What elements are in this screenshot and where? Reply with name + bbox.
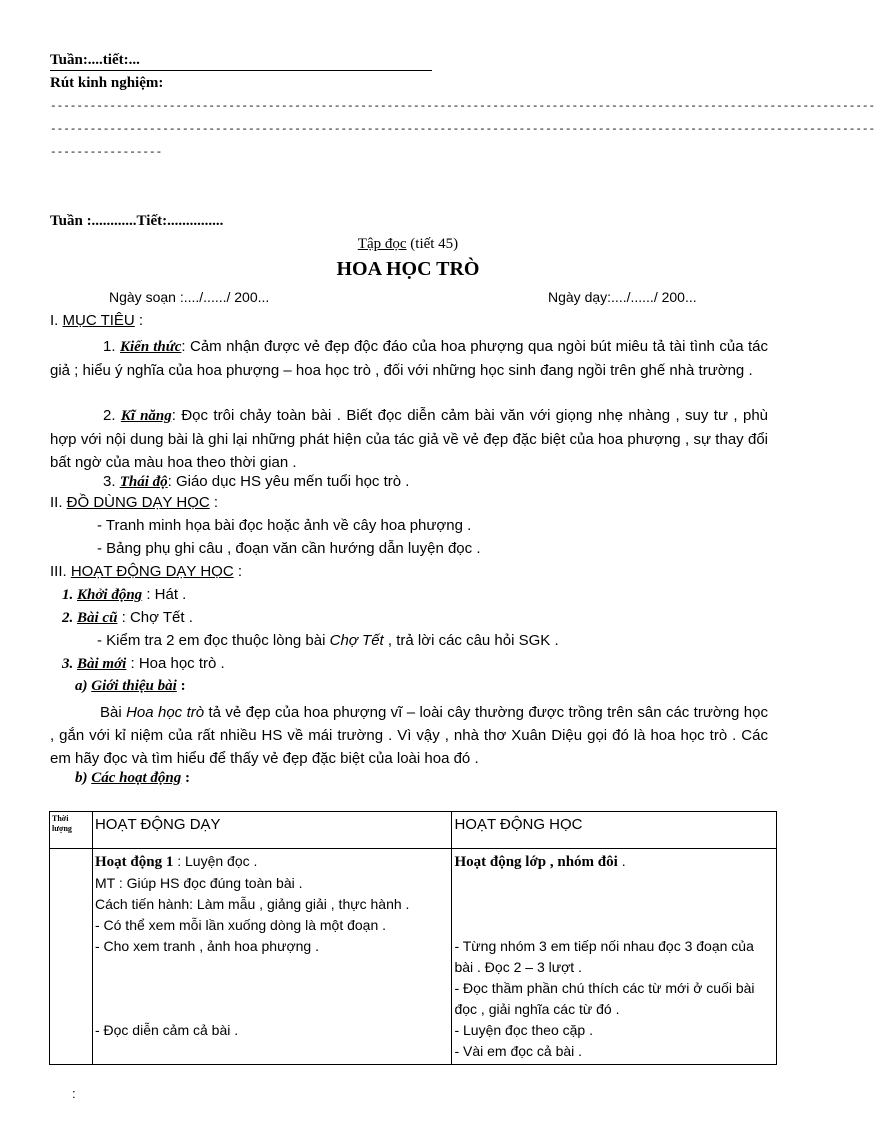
bai-cu-label: Bài cũ	[77, 610, 118, 626]
ki-nang-num: 2.	[103, 407, 121, 424]
section-2-suffix: :	[209, 494, 219, 511]
bai-moi-label: Bài mới	[77, 656, 127, 672]
section-1-suffix: :	[134, 312, 144, 329]
kien-thuc-num: 1.	[103, 338, 120, 355]
thoi-luong-cell	[50, 849, 93, 1065]
tuan-tiet-top-text: Tuần:....tiết:...	[50, 52, 140, 68]
bai-cu-item-b: , trả lời các câu hỏi SGK .	[383, 632, 559, 649]
hoat-dong-hoc-cell	[452, 849, 777, 1065]
gioi-thieu-label: Giới thiệu bài	[91, 678, 177, 694]
section-3-title: HOẠT ĐỘNG DẠY HỌC	[70, 563, 234, 580]
dash-line-3: -----------------	[50, 147, 163, 159]
hoat-dong-1-label: Hoạt động 1	[94, 854, 174, 870]
gioi-thieu-prefix: a)	[75, 678, 92, 694]
header-thoi-luong: Thời lượng	[50, 812, 93, 849]
section-1-heading	[50, 312, 143, 329]
thai-do-num: 3.	[103, 473, 120, 490]
ki-nang-label: Kĩ năng	[120, 408, 172, 424]
rut-kinh-nghiem: Rút kinh nghiệm:	[50, 75, 164, 91]
kien-thuc-paragraph	[50, 335, 768, 382]
muc-tieu-line: MT : Giúp HS đọc đúng toàn bài .	[94, 875, 303, 891]
header-hoat-dong-hoc: HOẠT ĐỘNG HỌC	[452, 812, 777, 849]
hoc-heading: Hoạt động lớp , nhóm đôi	[454, 854, 618, 870]
section-2-prefix: II.	[50, 494, 67, 511]
header-underline	[50, 70, 432, 71]
day-item-2: - Cho xem tranh , ảnh hoa phượng .	[94, 938, 319, 954]
hoc-item-2: - Đọc thầm phần chú thích các từ mới ở cuối bài đọc , giải nghĩa các từ đó .	[454, 980, 755, 1017]
hoc-item-4: - Vài em đọc cả bài .	[454, 1043, 583, 1059]
lesson-title: HOA HỌC TRÒ	[336, 258, 480, 280]
khoi-dong-num: 1.	[62, 587, 77, 603]
dash-line-2: -----------------------------------------------------------------------------------------------------------------------------	[50, 124, 875, 136]
hoat-dong-1-text: : Luyện đọc .	[173, 853, 258, 869]
gioi-thieu-ital: Hoa học trò	[126, 704, 205, 721]
tuan-tiet-top	[50, 52, 140, 69]
cac-hoat-dong-heading	[75, 770, 190, 787]
gioi-thieu-b: tả vẻ đẹp của hoa phượng vĩ – loài cây thường được trồng trên sân các trường học , gắn với kỉ niệm của rất nhiều HS về mái trường . Vì vậy , nhà thơ Xuân Diệu gọi đó là hoa học trò . Các em hãy đọc và tìm hiểu để thấy vẻ đẹp đặc biệt của loài hoa đó .	[50, 704, 768, 767]
header-hoat-dong-day: HOẠT ĐỘNG DẠY	[92, 812, 451, 849]
ngay-day: Ngày dạy:..../....../ 200...	[548, 289, 697, 305]
section-3-heading	[50, 563, 242, 580]
lesson-period: (tiết 45)	[410, 236, 459, 252]
bai-cu-item	[97, 632, 559, 649]
gioi-thieu-paragraph	[50, 701, 768, 770]
activity-table	[49, 811, 777, 1065]
kien-thuc-text: : Cảm nhận được vẻ đẹp độc đáo của hoa phượng qua ngòi bút miêu tả tài tình của tác giả ; hiểu ý nghĩa của hoa phượng – hoa học trò , đối với những học sinh đang ngồi trên ghế nhà trường .	[50, 338, 769, 379]
hoc-item-3: - Luyện đọc theo cặp .	[454, 1022, 593, 1038]
cac-hoat-dong-prefix: b)	[75, 770, 92, 786]
ki-nang-text: : Đọc trôi chảy toàn bài . Biết đọc diễn cảm bài văn với giọng nhẹ nhàng , suy tư , phù hợp với nội dung bài là ghi lại những phát hiện của tác giả về vẻ đẹp đặc biệt của hoa phượng , sự thay đổi bất ngờ của màu hoa theo thời gian .	[50, 407, 769, 471]
gioi-thieu-a: Bài	[100, 704, 127, 721]
bai-moi-num: 3.	[62, 656, 77, 672]
section-1-title: MỤC TIÊU	[62, 312, 135, 329]
section-2-heading	[50, 494, 218, 511]
ki-nang-paragraph	[50, 404, 768, 474]
bai-cu-text: : Chợ Tết .	[117, 609, 193, 626]
thai-do-paragraph	[50, 470, 768, 494]
khoi-dong-text: : Hát .	[142, 586, 187, 603]
do-dung-item-1: - Tranh minh họa bài đọc hoặc ảnh về cây hoa phượng .	[97, 517, 472, 534]
day-item-3: - Đọc diễn cảm cả bài .	[94, 1022, 239, 1038]
thai-do-label: Thái độ	[119, 474, 168, 490]
bai-cu-item-ital: Chợ Tết	[329, 632, 384, 649]
gioi-thieu-heading	[75, 678, 186, 695]
section-3-prefix: III.	[50, 563, 71, 580]
cac-hoat-dong-suffix: :	[181, 770, 191, 786]
hoc-spacer	[454, 873, 774, 936]
bai-cu-item-a: - Kiểm tra 2 em đọc thuộc lòng bài	[97, 632, 330, 649]
section-1-prefix: I.	[50, 312, 63, 329]
thai-do-text: : Giáo dục HS yêu mến tuổi học trò .	[167, 473, 410, 490]
hoat-dong-day-cell	[92, 849, 451, 1065]
bai-cu-line	[62, 609, 193, 627]
hoc-heading-suffix: .	[617, 853, 626, 869]
hoc-heading-line	[454, 851, 774, 873]
dash-line-1: -----------------------------------------------------------------------------------------------------------------------------	[50, 101, 875, 113]
khoi-dong-line	[62, 586, 186, 604]
khoi-dong-label: Khởi động	[77, 587, 143, 603]
tuan-tiet: Tuần :............Tiết:...............	[50, 213, 224, 229]
do-dung-item-2: - Bảng phụ ghi câu , đoạn văn cần hướng dẫn luyện đọc .	[97, 540, 481, 557]
section-3-suffix: :	[233, 563, 242, 580]
gioi-thieu-suffix: :	[176, 678, 186, 694]
day-item-1: - Có thể xem mỗi lần xuống dòng là một đoạn .	[94, 917, 387, 933]
kien-thuc-label: Kiến thức	[119, 339, 182, 355]
bai-moi-text: : Hoa học trò .	[126, 655, 225, 672]
cac-hoat-dong-label: Các hoạt động	[91, 770, 182, 786]
hoat-dong-1-line	[95, 851, 449, 873]
cach-tien-hanh-line: Cách tiến hành: Làm mẫu , giảng giải , thực hành .	[94, 896, 410, 912]
lesson-subject-line	[0, 236, 816, 253]
bai-moi-line	[62, 655, 225, 673]
section-2-title: ĐỒ DÙNG DẠY HỌC	[66, 494, 210, 511]
lesson-subject: Tập đọc	[357, 236, 407, 252]
ngay-soan: Ngày soạn :..../....../ 200...	[109, 289, 270, 305]
table-header-row	[50, 812, 777, 849]
footer-mark: :	[72, 1086, 76, 1101]
bai-cu-num: 2.	[62, 610, 77, 626]
hoc-item-1: - Từng nhóm 3 em tiếp nối nhau đọc 3 đoạn của bài . Đọc 2 – 3 lượt .	[454, 938, 754, 975]
table-row	[50, 849, 777, 1065]
